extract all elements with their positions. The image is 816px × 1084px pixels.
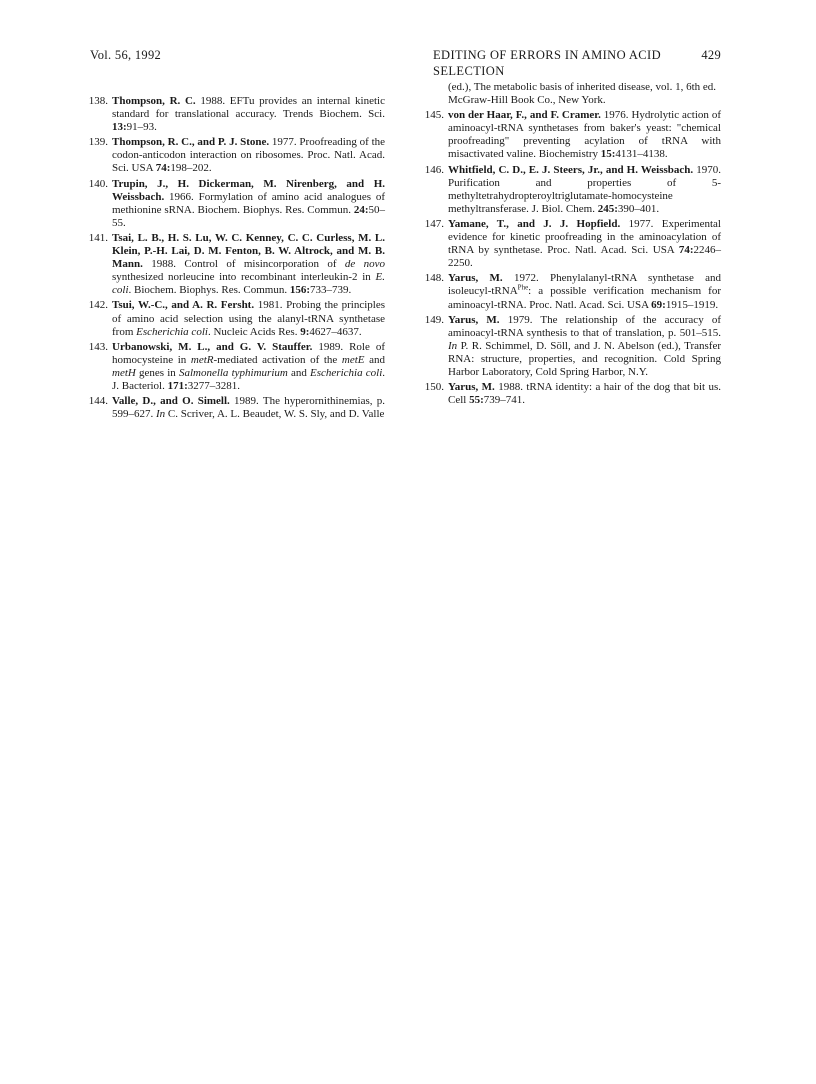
reference-138: 138. Thompson, R. C. 1988. EFTu provides an internal kinetic standard for translational accuracy. Trends Biochem. Sci. 13:91–93.: [88, 95, 385, 134]
reference-150: 150. Yarus, M. 1988. tRNA identity: a hair of the dog that bit us. Cell 55:739–741.: [424, 381, 722, 407]
reference-144: 144. Valle, D., and O. Simell. 1989. The hyperornithinemias, p. 599–627. In C. Scriver, A. L. Beaudet, W. S. Sly, and D. Valle: [88, 395, 385, 421]
reference-149: 149. Yarus, M. 1979. The relationship of the accuracy of aminoacyl-tRNA synthesis to that of translation, p. 501–515. In P. R. Schimmel, D. Söll, and J. N. Abelson (ed.), Transfer RNA: structure, properties, and recognition. Cold Spring Harbor Laboratory, Cold Spring Harbor, N.Y.: [424, 313, 721, 378]
reference-142: 142. Tsui, W.-C., and A. R. Fersht. 1981. Probing the principles of amino acid selection using the alanyl-tRNA synthetase from Escherichia coli. Nucleic Acids Res. 9:4627–4637.: [88, 299, 385, 338]
volume-label: Vol. 56, 1992: [90, 48, 162, 62]
right-column: [426, 81, 721, 409]
reference-139: 139. Thompson, R. C., and P. J. Stone. 1977. Proofreading of the codon-anticodon interaction on ribosomes. Proc. Natl. Acad. Sci. USA 74:198–202.: [88, 136, 386, 175]
page-number: 429: [701, 48, 721, 62]
reference-145: 145. von der Haar, F., and F. Cramer. 1976. Hydrolytic action of aminoacyl-tRNA synthetases from baker's yeast: "chemical proofreading" preventing acylation of tRNA with misactivated valine. Biochemistry 15:4131–4138.: [424, 109, 721, 161]
reference-147: 147. Yamane, T., and J. J. Hopfield. 1977. Experimental evidence for kinetic proofreading in the aminoacylation of tRNA by synthetase. Proc. Natl. Acad. Sci. USA 74:2246–2250.: [424, 217, 721, 270]
reference-148: 148. Yarus, M. 1972. Phenylalanyl-tRNA synthetase and isoleucyl-tRNA$^{Phe}$: a possible verification mechanism for aminoacyl-tRNA. Proc. Natl. Acad. Sci. USA 69:1915–1919.: [424, 272, 721, 311]
reference-146: 146. Whitfield, C. D., E. J. Steers, Jr., and H. Weissbach. 1970. Purification and properties of 5-methyltetrahydropteroyltriglutamate-homocysteine methyltransferase. J. Biol. Chem. 245:390–401.: [424, 163, 722, 215]
reference-140: 140. Trupin, J., H. Dickerman, M. Nirenberg, and H. Weissbach. 1966. Formylation of amino acid analogues of methionine sRNA. Biochem. Biophys. Res. Commun. 24:50–55.: [88, 177, 385, 229]
reference-144-continued: (ed.), The metabolic basis of inherited disease, vol. 1, 6th ed. McGraw-Hill Book Co., New York.: [448, 81, 717, 107]
reference-141: 141. Tsai, L. B., H. S. Lu, W. C. Kenney, C. C. Curless, M. L. Klein, P.-H. Lai, D. M. Fenton, B. W. Altrock, and M. B. Mann. 1988. Control of misincorporation of de novo synthesized norleucine into recombinant interleukin-2 in E. coli. Biochem. Biophys. Res. Commun. 156:733–739.: [88, 231, 385, 297]
left-column: [90, 95, 385, 423]
reference-143: 143. Urbanowski, M. L., and G. V. Stauffer. 1989. Role of homocysteine in metR-mediated activation of the metE and metH genes in Salmonella typhimurium and Escherichia coli. J. Bacteriol. 171:3277–3281.: [88, 340, 386, 392]
running-title: EDITING OF ERRORS IN AMINO ACID SELECTION: [433, 48, 662, 78]
